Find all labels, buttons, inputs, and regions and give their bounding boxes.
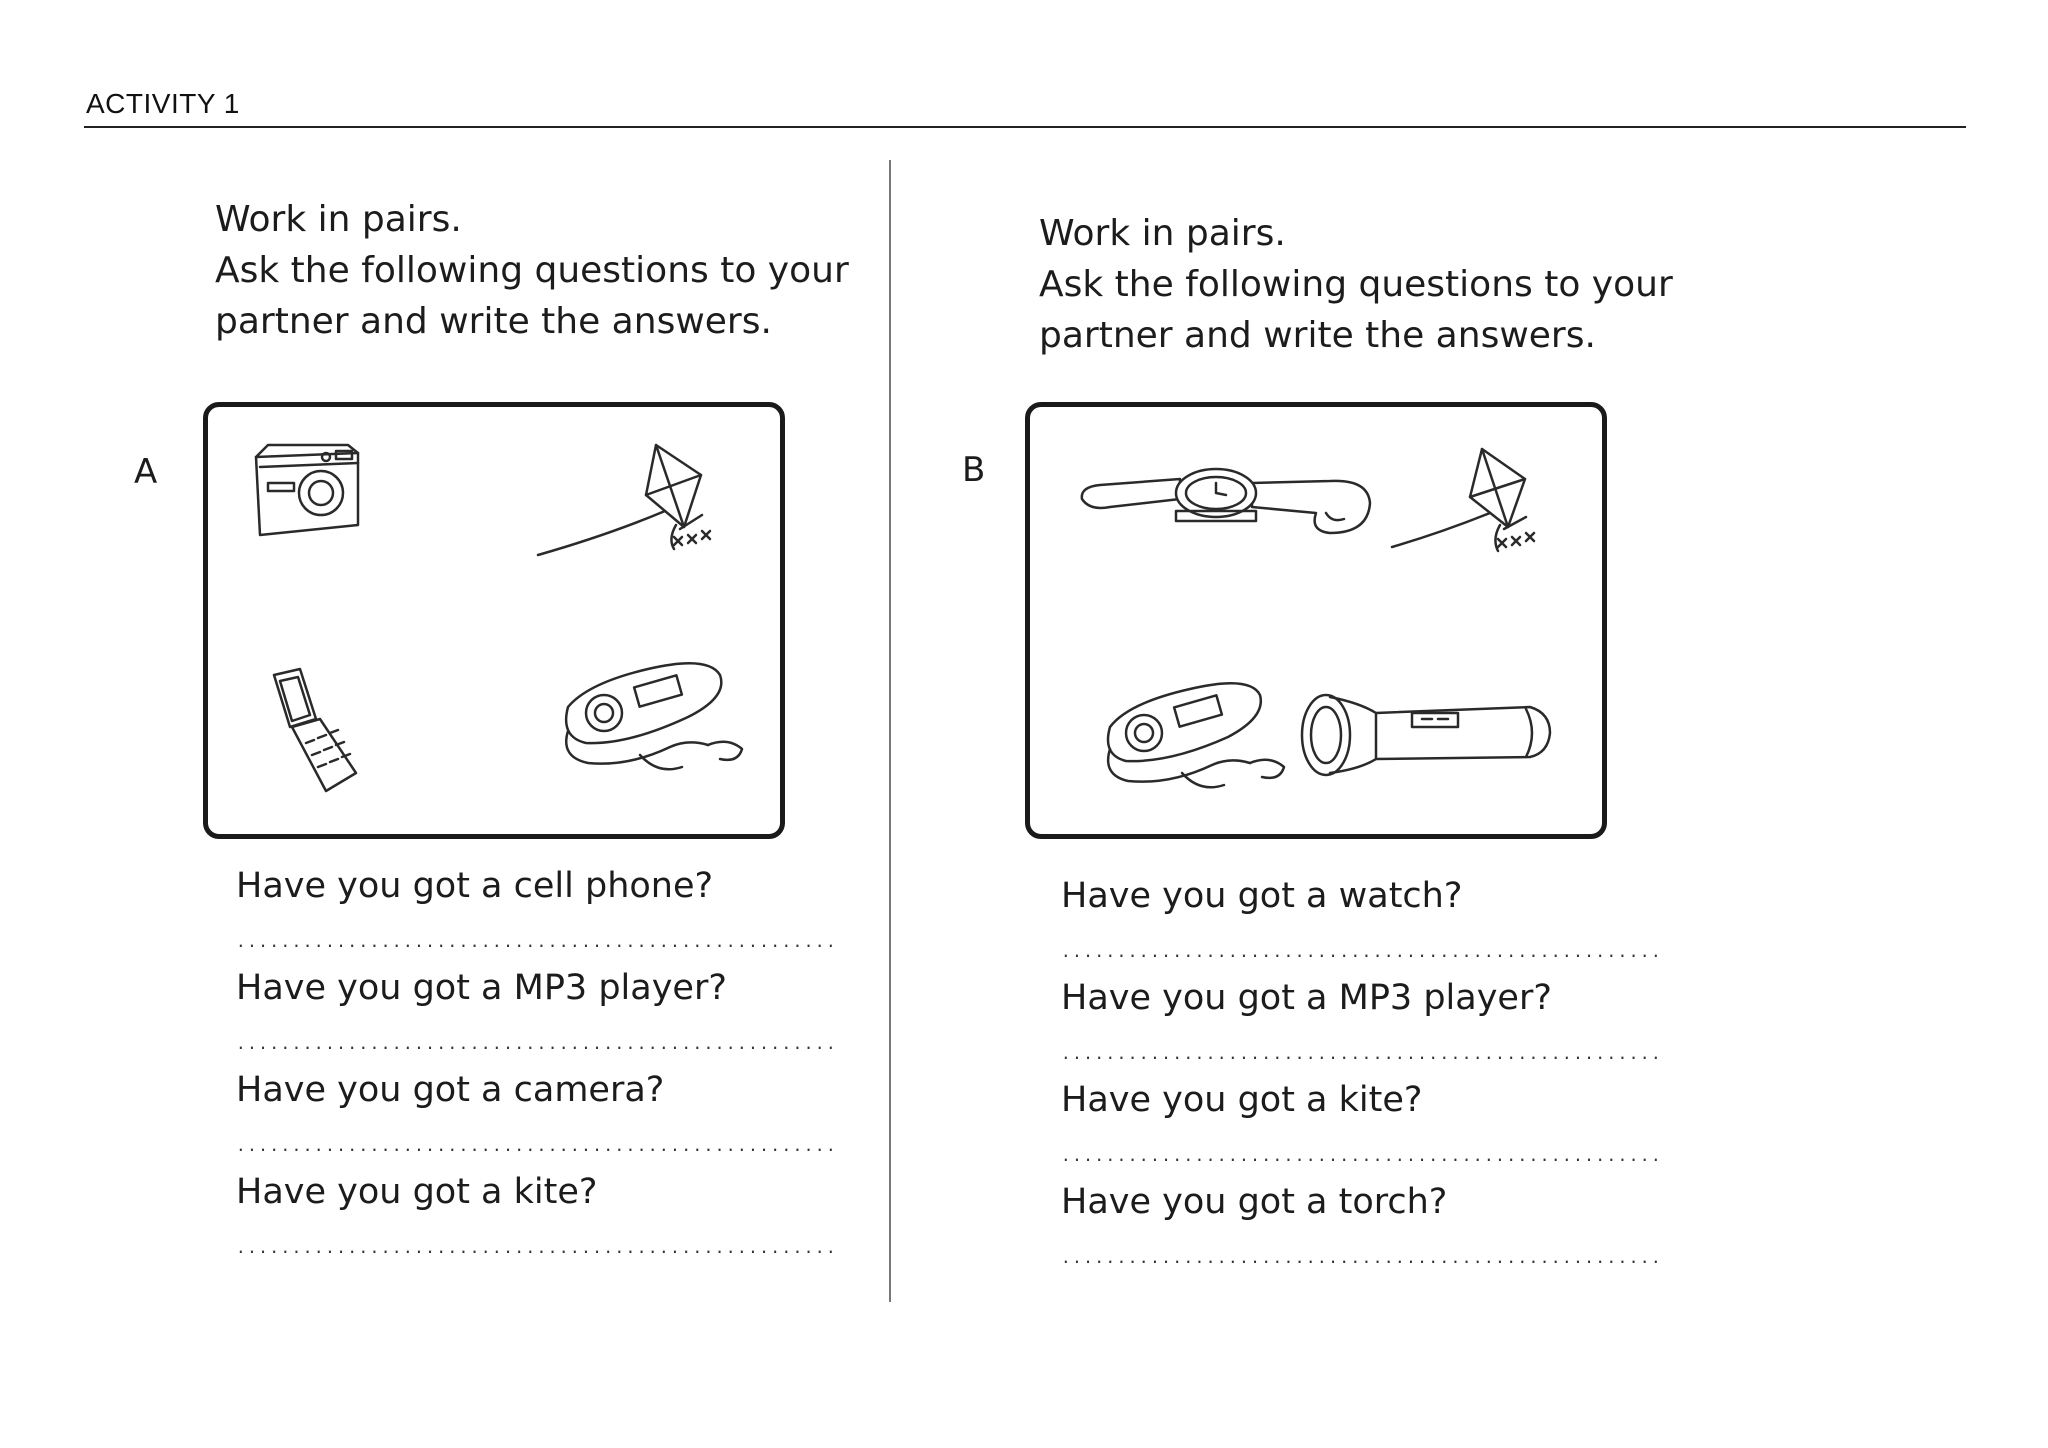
cell-phone-icon [274,669,356,791]
column-divider [889,160,891,1302]
answer-line-a-2[interactable]: ...................................................... [236,1034,838,1053]
watch-icon [1082,469,1370,533]
instruction-line-2: Ask the following questions to your [215,250,849,291]
page-title: ACTIVITY 1 [86,88,240,119]
answer-line-b-4[interactable]: ...................................................... [1061,1248,1663,1267]
camera-icon [256,445,358,535]
instructions-a [215,194,849,347]
panel-b-label: B [962,450,986,490]
header-rule [84,126,1966,128]
answer-line-b-1[interactable]: ...................................................... [1061,942,1663,961]
question-a-4: Have you got a kite? [236,1172,598,1212]
answer-line-b-3[interactable]: ...................................................... [1061,1146,1663,1165]
answer-line-a-3[interactable]: ...................................................... [236,1136,838,1155]
question-b-1: Have you got a watch? [1061,876,1463,916]
instructions-b [1039,208,1673,361]
torch-icon [1302,695,1550,775]
question-b-3: Have you got a kite? [1061,1080,1423,1120]
answer-line-a-1[interactable]: ...................................................... [236,932,838,951]
instruction-line-2: Ask the following questions to your [1039,264,1673,305]
mp3-player-icon [566,663,742,769]
instruction-line-1: Work in pairs. [215,199,462,240]
question-a-2: Have you got a MP3 player? [236,968,727,1008]
question-a-3: Have you got a camera? [236,1070,665,1110]
question-b-2: Have you got a MP3 player? [1061,978,1552,1018]
instruction-line-1: Work in pairs. [1039,213,1286,254]
panel-a-picture-box [203,402,785,839]
question-a-1: Have you got a cell phone? [236,866,714,906]
answer-line-a-4[interactable]: ...................................................... [236,1238,838,1257]
kite-icon [1392,449,1534,551]
answer-line-b-2[interactable]: ...................................................... [1061,1044,1663,1063]
question-b-4: Have you got a torch? [1061,1182,1448,1222]
kite-icon [538,445,710,555]
mp3-player-icon [1108,683,1284,787]
instruction-line-3: partner and write the answers. [215,301,772,342]
panel-b-picture-box [1025,402,1607,839]
instruction-line-3: partner and write the answers. [1039,315,1596,356]
panel-a-label: A [134,452,158,492]
